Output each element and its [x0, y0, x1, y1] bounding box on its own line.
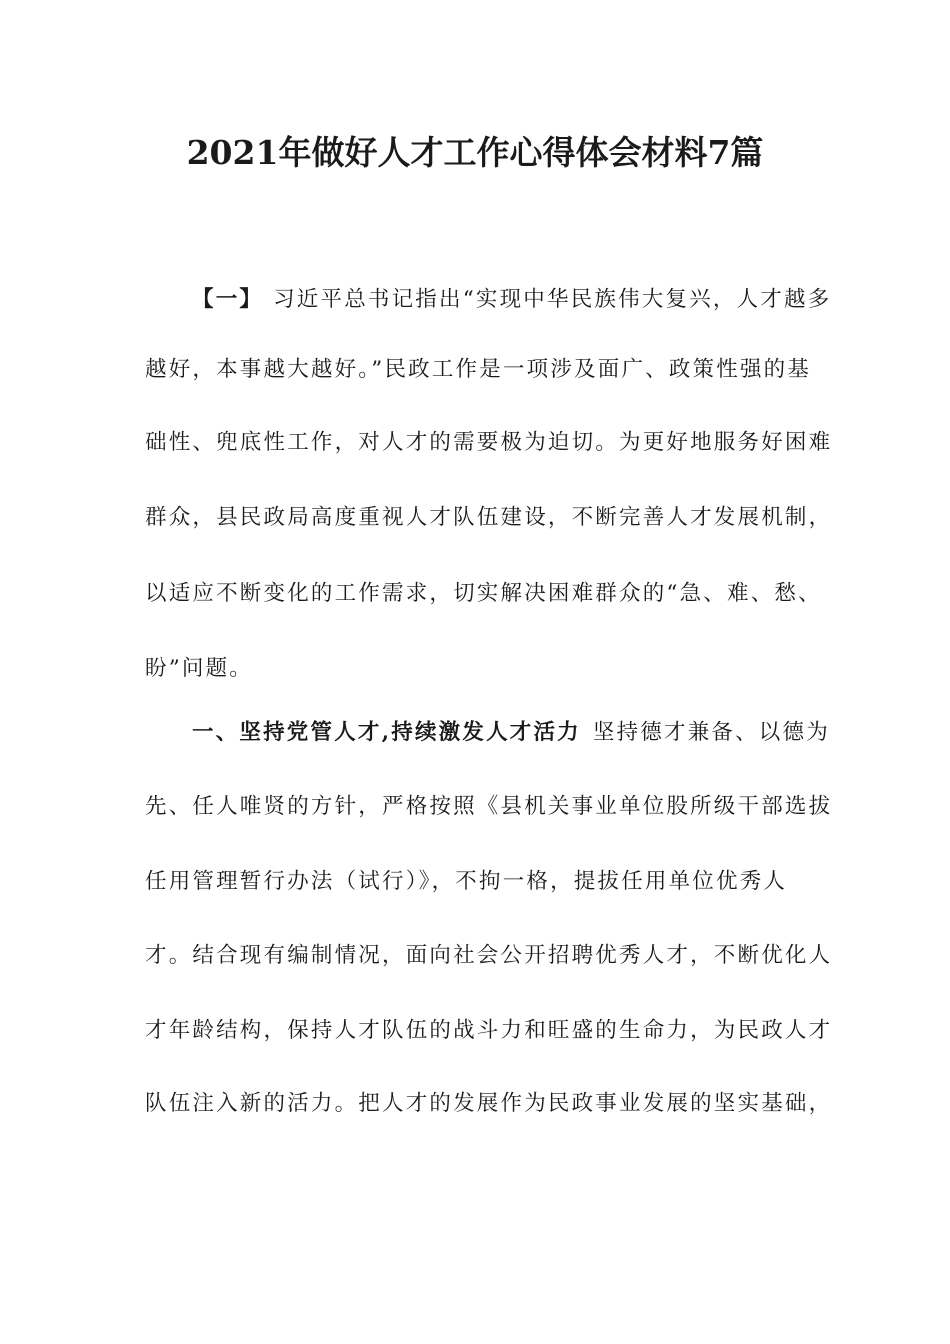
- paragraph-line: [192, 284, 852, 316]
- paragraph-line: 以适应不断变化的工作需求，切实解决困难群众的“急、难、愁、: [145, 581, 822, 606]
- paragraph-line: 盼”问题。: [145, 656, 253, 681]
- document-title: 2021年做好人才工作心得体会材料7篇: [186, 133, 764, 172]
- paragraph-line: [192, 717, 852, 749]
- paragraph-line: 群众，县民政局高度重视人才队伍建设，不断完善人才发展机制，: [145, 505, 833, 530]
- section-marker: 【一】: [192, 287, 264, 312]
- paragraph-text: 坚持德才兼备、以德为: [592, 720, 830, 745]
- section-heading: 一、坚持党管人才,持续激发人才活力: [192, 720, 581, 745]
- paragraph-line: 任用管理暂行办法（试行）》，不拘一格，提拔任用单位优秀人: [145, 869, 788, 894]
- paragraph-line: 才。结合现有编制情况，面向社会公开招聘优秀人才，不断优化人: [145, 943, 833, 968]
- paragraph-text: 习近平总书记指出“实现中华民族伟大复兴，人才越多: [273, 287, 832, 312]
- paragraph-line: 先、任人唯贤的方针，严格按照《县机关事业单位股所级干部选拔: [145, 794, 833, 819]
- paragraph-line: 越好，本事越大越好。”民政工作是一项涉及面广、政策性强的基: [145, 357, 812, 382]
- paragraph-line: 础性、兜底性工作，对人才的需要极为迫切。为更好地服务好困难: [145, 430, 833, 455]
- paragraph-line: 才年龄结构，保持人才队伍的战斗力和旺盛的生命力，为民政人才: [145, 1018, 833, 1043]
- paragraph-line: 队伍注入新的活力。把人才的发展作为民政事业发展的坚实基础，: [145, 1091, 833, 1116]
